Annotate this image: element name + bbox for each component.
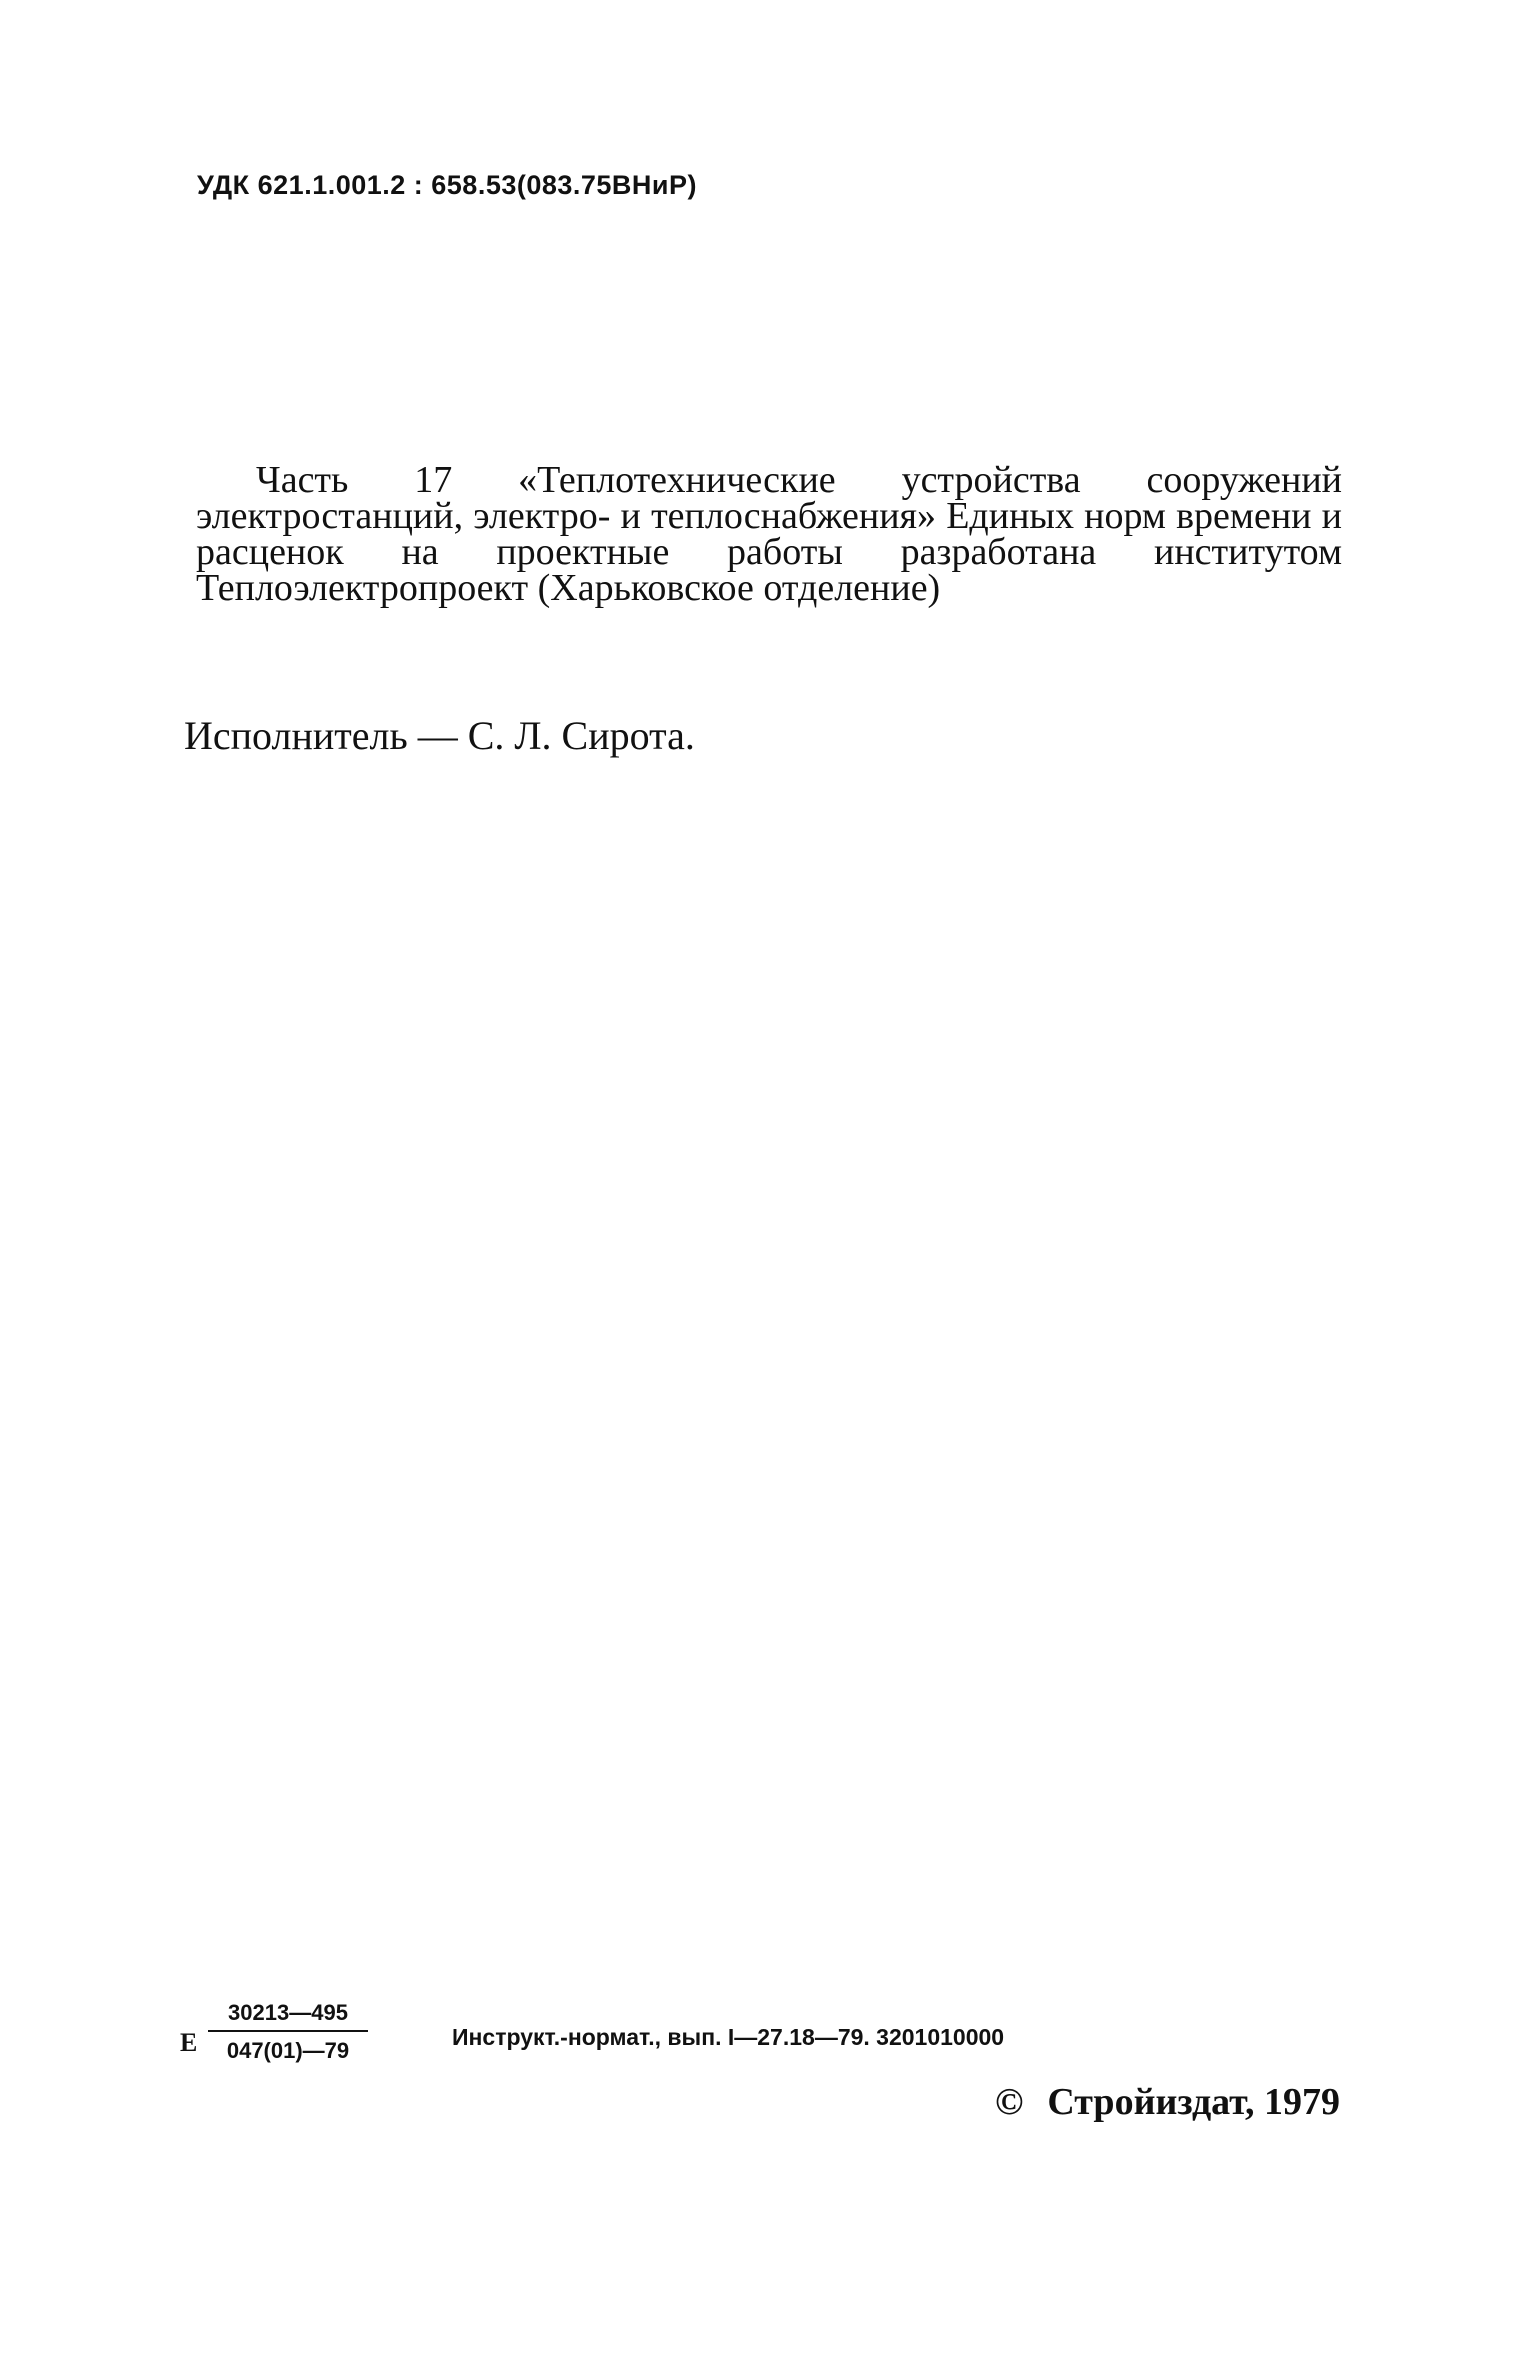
- copyright-icon: ©: [994, 2081, 1024, 2123]
- abstract-paragraph: Часть 17 «Теплотехнические устройства сооружений электростанций, электро- и теплоснабжения» Единых норм времени и расценок на проектные работы разработана институтом Теплоэлектропроект (Харьковское отделение): [196, 459, 1342, 609]
- executor-line: Исполнитель — С. Л. Сирота.: [184, 713, 695, 758]
- imprint-numerator: 30213—495: [208, 2000, 368, 2032]
- udk-code: УДК 621.1.001.2 : 658.53(083.75ВНиР): [197, 170, 698, 200]
- copyright-line: [995, 2080, 1340, 2124]
- imprint-letter: Е: [180, 2028, 198, 2057]
- copyright-text: Стройиздат, 1979: [1047, 2081, 1340, 2123]
- imprint-fraction: [208, 2000, 368, 2064]
- imprint-denominator: 047(01)—79: [226, 2038, 350, 2063]
- imprint-instruction: Инструкт.-нормат., вып. I—27.18—79. 3201010000: [452, 2024, 1005, 2050]
